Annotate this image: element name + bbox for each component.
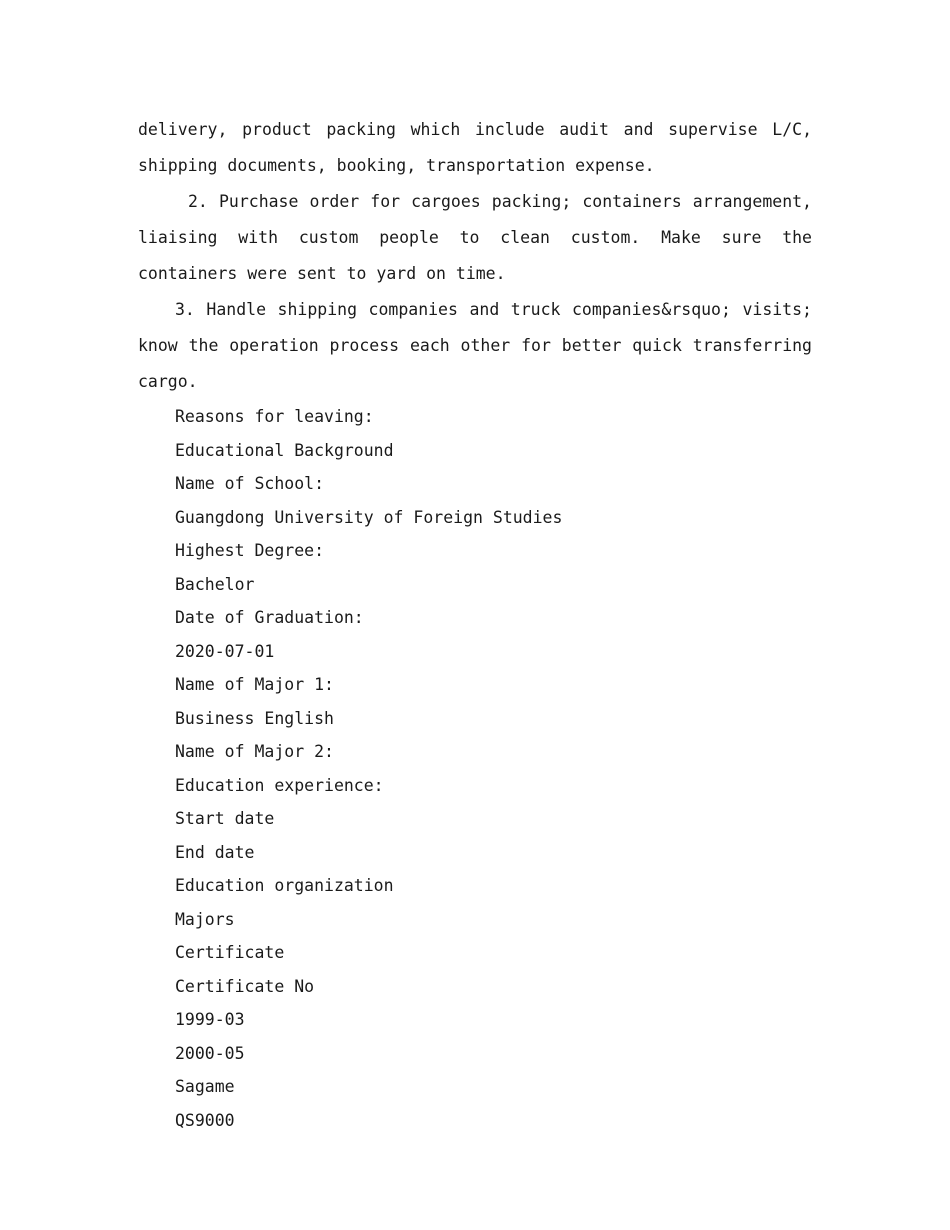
value-certificate: QS9000 (175, 1110, 235, 1130)
value-start-date: 1999-03 (175, 1010, 245, 1029)
value-highest-degree: Bachelor (175, 574, 255, 594)
value-education-organization: Sagame (175, 1077, 235, 1096)
label-name-of-major-2: Name of Major 2: (175, 742, 334, 761)
label-name-of-major-1: Name of Major 1: (175, 675, 334, 694)
label-highest-degree: Highest Degree: (175, 541, 325, 560)
label-name-of-school: Name of School: (175, 474, 325, 493)
document-page (138, 112, 812, 1137)
value-name-of-major-1: Business English (175, 708, 334, 728)
field-certificate: Certificate (175, 943, 285, 962)
label-reasons-for-leaving: Reasons for leaving: (175, 407, 374, 426)
label-date-of-graduation: Date of Graduation: (175, 608, 364, 627)
field-education-organization: Education organization (175, 876, 394, 895)
work-duty-item-2: 2. Purchase order for cargoes packing; containers arrangement, liaising with custom people to clean custom. Make sure the containers were sent to yard on time. (138, 192, 812, 283)
work-duty-item-3: 3. Handle shipping companies and truck companies&rsquo; visits; know the operation process each other for better quick transferring cargo. (138, 300, 812, 391)
field-start-date: Start date (175, 809, 275, 828)
field-end-date: End date (175, 842, 255, 862)
value-name-of-school: Guangdong University of Foreign Studies (175, 507, 563, 527)
field-certificate-no: Certificate No (175, 976, 315, 996)
value-end-date: 2000-05 (175, 1043, 245, 1063)
work-duties-continuation: delivery, product packing which include audit and supervise L/C, shipping documents, booking, transportation expense. (138, 120, 812, 175)
field-majors: Majors (175, 909, 235, 929)
label-education-experience: Education experience: (175, 775, 384, 795)
section-heading-educational-background: Educational Background (175, 440, 394, 460)
value-date-of-graduation: 2020-07-01 (175, 641, 275, 661)
